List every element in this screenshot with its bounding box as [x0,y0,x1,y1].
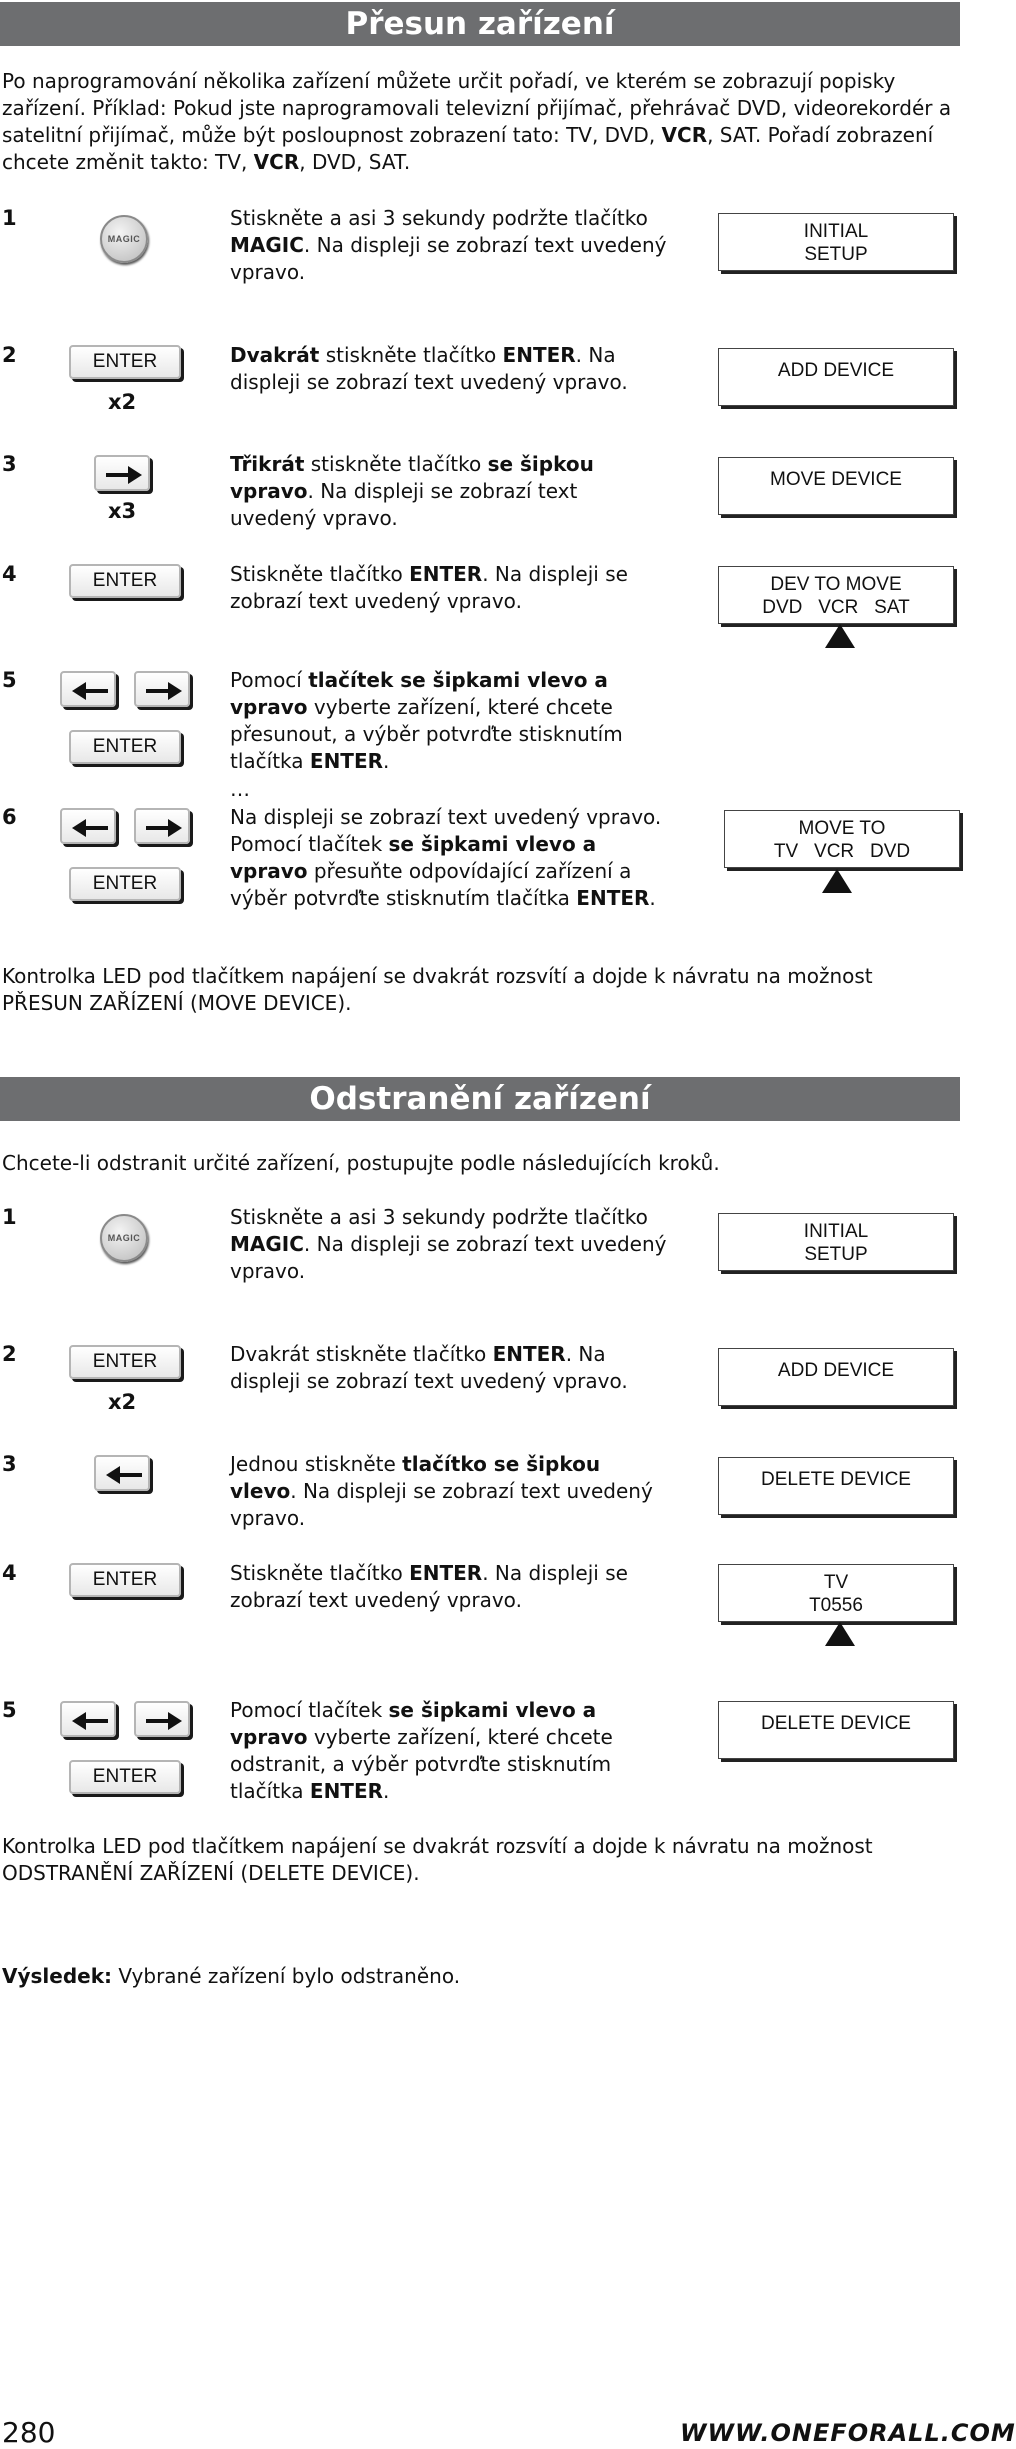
lcd-line: DEV TO MOVE [770,574,902,595]
selection-pointer-icon [822,869,852,893]
enter-key-icon: ENTER [69,1760,181,1794]
step-text: Třikrát stiskněte tlačítko se šipkou vpravo. Na displeji se zobrazí text uvedený vpravo. [230,452,594,530]
step-text: Stiskněte tlačítko ENTER. Na displeji se zobrazí text uvedený vpravo. [230,1561,628,1612]
left-arrow-key-icon [94,1455,150,1491]
step-text: Pomocí tlačítek se šipkami vlevo a vpravo vyberte zařízení, které chcete přesunout, a výběr potvrďte stisknutím tlačítka ENTER. [230,668,623,773]
press-multiplier: x3 [108,499,137,523]
press-multiplier: x2 [108,1390,137,1414]
right-arrow-key-icon [134,808,190,844]
lcd-line: MOVE DEVICE [770,469,902,490]
section-title-delete-device: Odstranění zařízení [0,1077,960,1121]
step-number: 2 [2,1342,17,1366]
left-arrow-key-icon [60,808,116,844]
step-text: Jednou stiskněte tlačítko se šipkou vlevo. Na displeji se zobrazí text uvedený vpravo. [230,1452,653,1530]
step-number: 5 [2,668,17,692]
lcd-line: T0556 [809,1595,863,1616]
enter-key-icon: ENTER [69,867,181,901]
lcd-line: INITIAL [803,1221,869,1242]
step-number: 5 [2,1698,17,1722]
lcd-display [718,1348,954,1406]
lcd-display [718,1213,954,1271]
lcd-display [718,566,954,624]
section-outro: Kontrolka LED pod tlačítkem napájení se dvakrát rozsvítí a dojde k návratu na možnost PŘESUN ZAŘÍZENÍ (MOVE DEVICE). [2,964,873,1015]
result-label: Výsledek: [2,1964,113,1988]
step-number: 1 [2,206,17,230]
website-url: WWW.ONEFORALL.COM [680,2419,1016,2447]
right-arrow-key-icon [134,1701,190,1737]
result-text: Vybrané zařízení bylo odstraněno. [112,1964,461,1988]
lcd-display [718,213,954,271]
lcd-line: ADD DEVICE [777,1360,895,1381]
step-text: Pomocí tlačítek se šipkami vlevo a vpravo vyberte zařízení, které chcete odstranit, a výběr potvrďte stisknutím tlačítka ENTER. [230,1698,613,1803]
lcd-line: ADD DEVICE [777,360,895,381]
lcd-line: SETUP [804,244,868,265]
result-line [2,1963,957,1990]
magic-button-icon: MAGIC [100,1214,148,1262]
lcd-display [718,457,954,515]
lcd-line: SETUP [804,1244,868,1265]
step-text: Dvakrát stiskněte tlačítko ENTER. Na displeji se zobrazí text uvedený vpravo. [230,1342,628,1393]
lcd-display [718,1701,954,1759]
step-number: 3 [2,452,17,476]
enter-key-icon: ENTER [69,1563,181,1597]
lcd-display [724,810,960,868]
right-arrow-key-icon [134,671,190,707]
selection-pointer-icon [825,1622,855,1646]
page-number: 280 [2,2416,56,2449]
step-number: 6 [2,805,17,829]
selection-pointer-icon [825,624,855,648]
section-title-move-device: Přesun zařízení [0,2,960,46]
step-text: Stiskněte a asi 3 sekundy podržte tlačítko MAGIC. Na displeji se zobrazí text uvedený vpravo. [230,206,667,284]
lcd-line: MOVE TO [798,818,886,839]
step-text: Stiskněte tlačítko ENTER. Na displeji se zobrazí text uvedený vpravo. [230,562,628,613]
step-text: Dvakrát stiskněte tlačítko ENTER. Na displeji se zobrazí text uvedený vpravo. [230,343,628,394]
step-text: Na displeji se zobrazí text uvedený vpravo. Pomocí tlačítek se šipkami vlevo a vpravo přesuňte odpovídající zařízení a výběr potvrďte stisknutím tlačítka ENTER. [230,805,662,910]
step-text: Stiskněte a asi 3 sekundy podržte tlačítko MAGIC. Na displeji se zobrazí text uvedený vpravo. [230,1205,667,1283]
step-number: 2 [2,343,17,367]
lcd-line: TV [823,1572,849,1593]
enter-key-icon: ENTER [69,564,181,598]
left-arrow-key-icon [60,671,116,707]
lcd-display [718,1564,954,1622]
intro-paragraph: Po naprogramování několika zařízení můžete určit pořadí, ve kterém se zobrazují popisky zařízení. Příklad: Pokud jste naprogramovali televizní přijímač, přehrávač DVD, videorekordér a satelitní přijímač, může být posloupnost zobrazení tato: TV, DVD, VCR, SAT. Pořadí zobrazení chcete změnit takto: TV, VCR, DVD, SAT. [2,69,952,174]
step-number: 4 [2,562,17,586]
enter-key-icon: ENTER [69,730,181,764]
lcd-line: DELETE DEVICE [761,1469,911,1490]
step-number: 4 [2,1561,17,1585]
lcd-display [718,1457,954,1515]
lcd-line: TV VCR DVD [773,841,911,862]
lcd-line: DELETE DEVICE [761,1713,911,1734]
section-outro: Kontrolka LED pod tlačítkem napájení se dvakrát rozsvítí a dojde k návratu na možnost ODSTRANĚNÍ ZAŘÍZENÍ (DELETE DEVICE). [2,1834,873,1885]
step-number: 1 [2,1205,17,1229]
lcd-display [718,348,954,406]
enter-key-icon: ENTER [69,1345,181,1379]
step-number: 3 [2,1452,17,1476]
press-multiplier: x2 [108,390,137,414]
lcd-line: DVD VCR SAT [762,597,910,618]
intro-paragraph: Chcete-li odstranit určité zařízení, postupujte podle následujících kroků. [2,1151,720,1175]
left-arrow-key-icon [60,1701,116,1737]
lcd-line: INITIAL [803,221,869,242]
enter-key-icon: ENTER [69,345,181,379]
ellipsis: … [230,777,250,801]
magic-button-icon: MAGIC [100,215,148,263]
right-arrow-key-icon [94,455,150,491]
